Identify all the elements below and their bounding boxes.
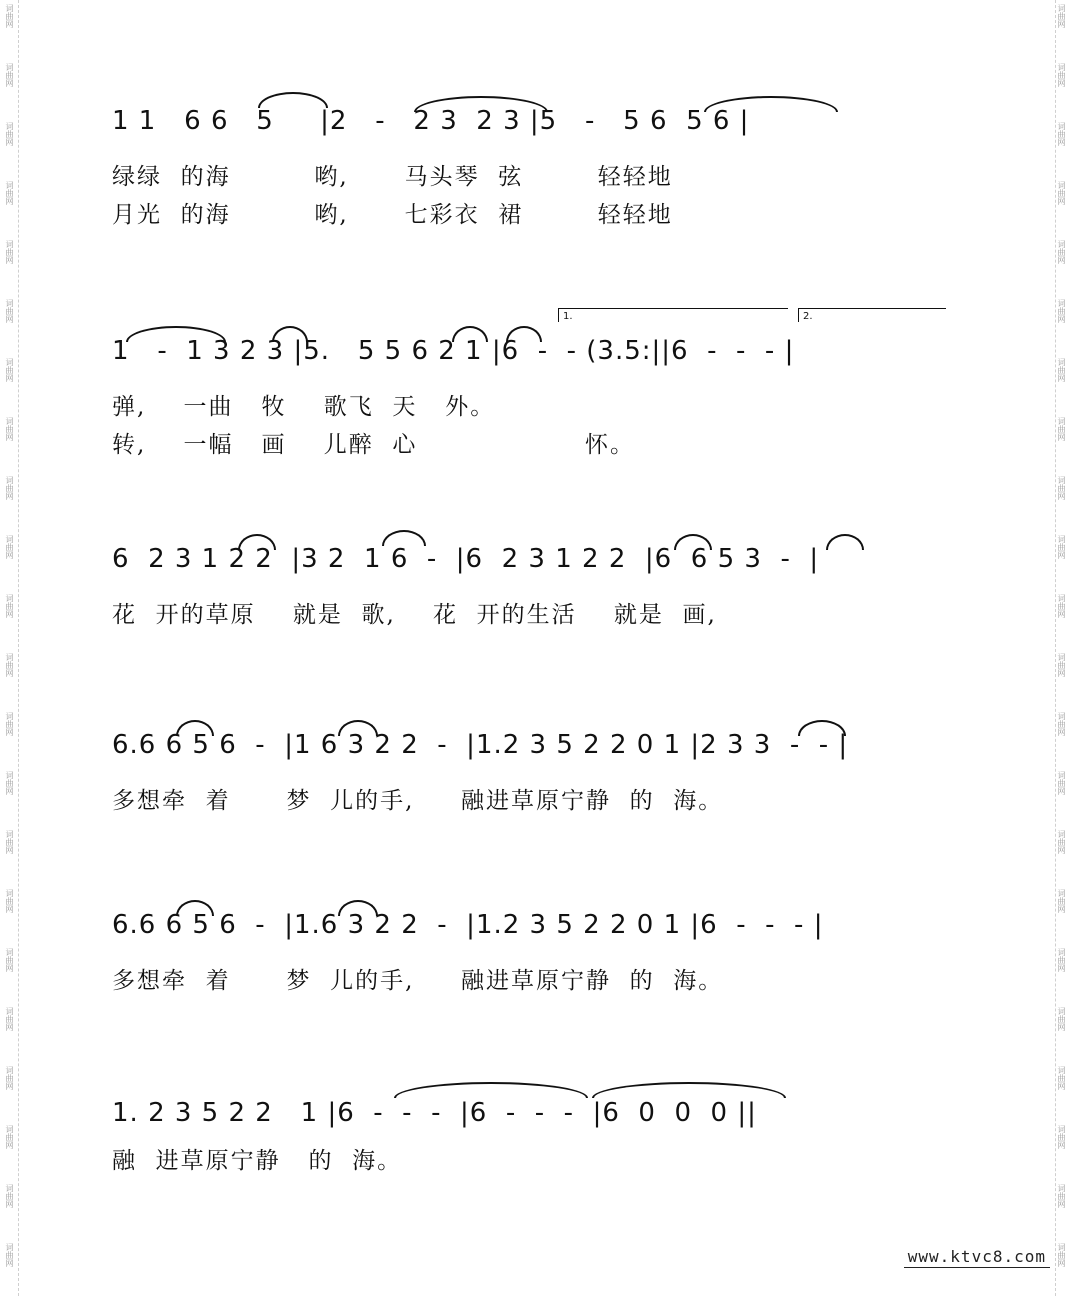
watermark-text: 词曲网 (1057, 4, 1066, 28)
watermark-text: 词曲网 (5, 122, 14, 146)
slur (674, 534, 712, 550)
slur (704, 96, 838, 112)
watermark-text: 词曲网 (5, 417, 14, 441)
tie (394, 1082, 588, 1098)
slur (382, 530, 426, 546)
watermark-text: 词曲网 (1057, 122, 1066, 146)
watermark-text: 词曲网 (1057, 594, 1066, 618)
watermark-text: 词曲网 (5, 63, 14, 87)
lyric-verse-1: 弹, 一曲 牧 歌飞 天 外。 (112, 394, 496, 420)
slur (126, 326, 226, 342)
watermark-text: 词曲网 (5, 299, 14, 323)
watermark-text: 词曲网 (5, 594, 14, 618)
watermark-text: 词曲网 (1057, 653, 1066, 677)
watermark-text: 词曲网 (1057, 1125, 1066, 1149)
lyric-verse-1: 绿绿 的海 哟, 马头琴 弦 轻轻地 (112, 164, 673, 190)
watermark-text: 词曲网 (1057, 830, 1066, 854)
watermark-text: 词曲网 (1057, 771, 1066, 795)
lyric-ending: 融 进草原宁静 的 海。 (112, 1148, 403, 1174)
watermark-text: 词曲网 (1057, 476, 1066, 500)
watermark-text: 词曲网 (1057, 240, 1066, 264)
watermark-text: 词曲网 (5, 712, 14, 736)
slur (414, 96, 548, 112)
watermark-text: 词曲网 (1057, 417, 1066, 441)
watermark-text: 词曲网 (5, 1184, 14, 1208)
slur (452, 326, 488, 342)
slur (338, 720, 378, 736)
tie (592, 1082, 786, 1098)
notation-line-4: 6.6 6 5 6 - |1 6 3 2 2 - |1.2 3 5 2 2 0 1 |2 3 3 - - | (112, 730, 849, 760)
slur (272, 326, 308, 342)
volta-bracket-2: 2. (798, 308, 946, 322)
watermark-text: 词曲网 (5, 889, 14, 913)
watermark-text: 词曲网 (5, 1125, 14, 1149)
slur (338, 900, 378, 916)
notation-line-3: 6 2 3 1 2 2 |3 2 1 6 - |6 2 3 1 2 2 |6 6 5 3 - | (112, 544, 820, 574)
watermark-text: 词曲网 (1057, 1007, 1066, 1031)
slur (176, 900, 214, 916)
slur (238, 534, 276, 550)
slur (258, 92, 328, 108)
notation-line-5: 6.6 6 5 6 - |1.6 3 2 2 - |1.2 3 5 2 2 0 1 |6 - - - | (112, 910, 824, 940)
watermark-text: 词曲网 (5, 771, 14, 795)
lyric-chorus-3: 多想牵 着 梦 儿的手, 融进草原宁静 的 海。 (112, 968, 724, 994)
slur (798, 720, 846, 736)
watermark-text: 词曲网 (1057, 181, 1066, 205)
notation-line-2: 1 - 1 3 2 3 |5. 5 5 6 2 1 |6 - - (3.5:||6 - - - | (112, 336, 795, 366)
slur (826, 534, 864, 550)
watermark-text: 词曲网 (5, 830, 14, 854)
watermark-text: 词曲网 (5, 1007, 14, 1031)
watermark-text: 词曲网 (5, 1243, 14, 1267)
watermark-text: 词曲网 (1057, 535, 1066, 559)
site-footer-url: www.ktvc8.com (907, 1247, 1046, 1266)
watermark-text: 词曲网 (1057, 1066, 1066, 1090)
watermark-text: 词曲网 (1057, 1184, 1066, 1208)
watermark-text: 词曲网 (5, 358, 14, 382)
watermark-text: 词曲网 (5, 535, 14, 559)
watermark-text: 词曲网 (1057, 358, 1066, 382)
watermark-text: 词曲网 (1057, 889, 1066, 913)
slur (506, 326, 542, 342)
watermark-text: 词曲网 (1057, 948, 1066, 972)
lyric-verse-2: 月光 的海 哟, 七彩衣 裙 轻轻地 (112, 202, 673, 228)
notation-line-1: 1 1 6 6 5 |2 - 2 3 2 3 |5 - 5 6 5 6 | (112, 106, 750, 136)
watermark-text: 词曲网 (1057, 712, 1066, 736)
slur (176, 720, 214, 736)
watermark-text: 词曲网 (1057, 299, 1066, 323)
lyric-chorus-2: 多想牵 着 梦 儿的手, 融进草原宁静 的 海。 (112, 788, 724, 814)
watermark-text: 词曲网 (5, 948, 14, 972)
lyric-verse-2: 转, 一幅 画 儿醉 心 怀。 (112, 432, 635, 458)
volta-bracket-1: 1. (558, 308, 788, 322)
lyric-chorus-1: 花 开的草原 就是 歌, 花 开的生活 就是 画, (112, 602, 717, 628)
watermark-text: 词曲网 (5, 476, 14, 500)
watermark-text: 词曲网 (5, 653, 14, 677)
watermark-text: 词曲网 (5, 240, 14, 264)
notation-line-6: 1. 2 3 5 2 2 1 |6 - - - |6 - - - |6 0 0 0 || (112, 1098, 757, 1128)
watermark-text: 词曲网 (5, 4, 14, 28)
watermark-text: 词曲网 (1057, 63, 1066, 87)
watermark-text: 词曲网 (5, 181, 14, 205)
watermark-text: 词曲网 (1057, 1243, 1066, 1267)
watermark-text: 词曲网 (5, 1066, 14, 1090)
